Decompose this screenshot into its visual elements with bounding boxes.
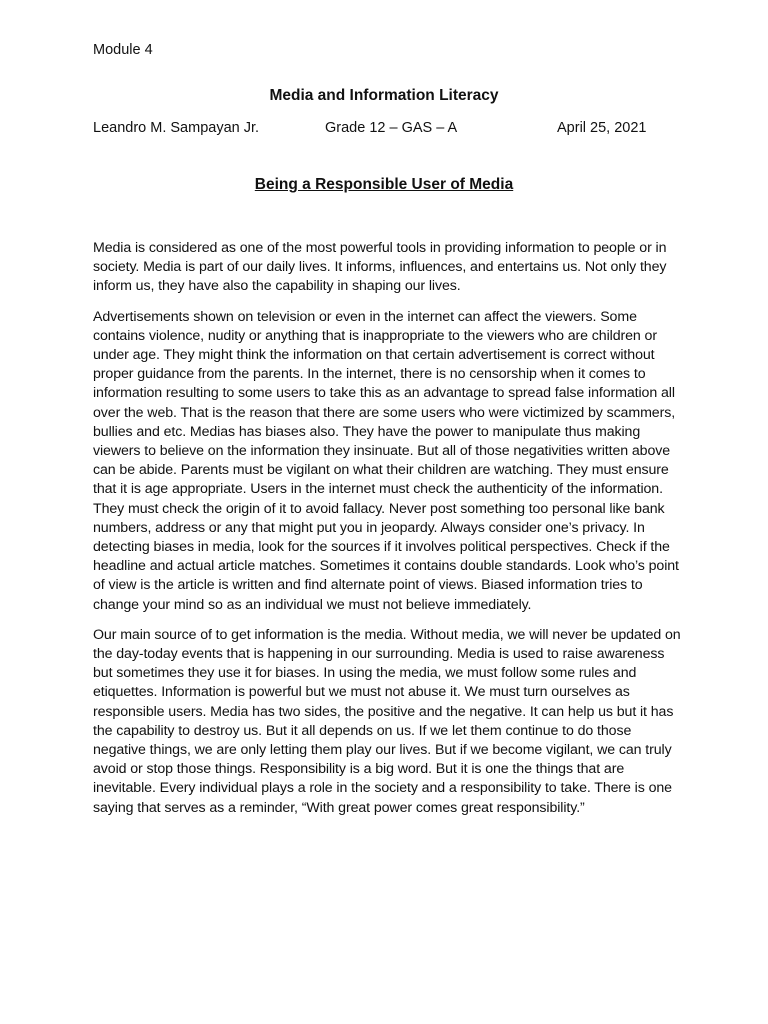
paragraph: Media is considered as one of the most powerful tools in providing information to people or in society. Media is part of our daily lives. It informs, influences, and entertains us. Not only they inform us, they have also the capability in shaping our lives.: [93, 240, 667, 295]
essay-title: Being a Responsible User of Media: [254, 176, 514, 193]
essay-body: [93, 239, 681, 829]
grade-section: Grade 12 – GAS – A: [325, 120, 458, 136]
paragraph: Our main source of to get information is the media. Without media, we will never be updated on the day-today events that is happening in our surrounding. Media is used to raise awareness but sometimes they use it for biases. In using the media, we must follow some rules and etiquettes. Information is powerful but we must not abuse it. We must turn ourselves as responsible users. Media has two sides, the positive and the negative. It can help us but it has the capability to destroy us. But it all depends on us. If we let them continue to do those negative things, we are only letting them play our lives. But if we become vigilant, we can truly avoid or stop those things. Responsibility is a big word. But it is one the things that are inevitable. Every individual plays a role in the society and a responsibility to take. There is one saying that serves as a reminder, “With great power comes great responsibility.”: [93, 626, 681, 816]
document-date: April 25, 2021: [557, 120, 647, 136]
paragraph: Advertisements shown on television or even in the internet can affect the viewers. Some contains violence, nudity or anything that is inappropriate to the viewers who are children or under age. They might think the information on that certain advertisement is correct without proper guidance from the parents. In the internet, there is no censorship when it comes to information resulting to some users to take this as an advantage to spread false information all over the web. That is the reason that there are some users who were victimized by scammers, bullies and etc. Medias has biases also. They have the power to manipulate thus making viewers to believe on the information they insinuate. But all of those negativities written above can be abide. Parents must be vigilant on what their children are watching. They must ensure that it is age appropriate. Users in the internet must check the authenticity of the information. They must check the origin of it to avoid fallacy. Never post something too personal like bank numbers, address or any that might put you in jeopardy. Always consider one’s privacy. In detecting biases in media, look for the sources if it involves political perspectives. Check if the headline and actual article matches. Sometimes it contains double standards. Look who’s point of view is the article is written and find alternate point of views. Biased information tries to change your mind so as an individual we must not believe immediately.: [93, 308, 679, 613]
module-label: Module 4: [93, 42, 153, 58]
document-title: Media and Information Literacy: [269, 87, 499, 104]
author-name: Leandro M. Sampayan Jr.: [93, 120, 260, 136]
